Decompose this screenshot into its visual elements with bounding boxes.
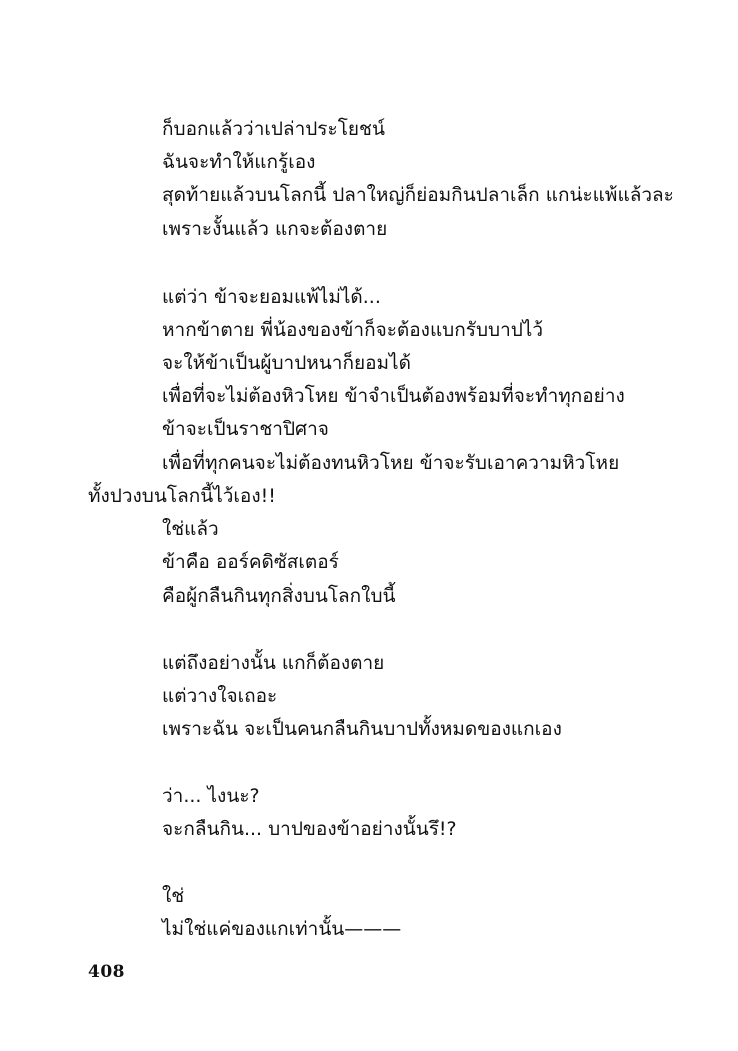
text-line: ใช่	[162, 885, 185, 907]
text-line: เพื่อที่จะไม่ต้องหิวโหย ข้าจำเป็นต้องพร้อมที่จะทำทุกอย่าง	[162, 385, 625, 407]
text-line: จะให้ข้าเป็นผู้บาปหนาก็ยอมได้	[162, 352, 411, 374]
text-line: ว่า... ไงนะ?	[162, 785, 260, 807]
text-line: จะกลืนกิน... บาปของข้าอย่างนั้นรึ!?	[162, 818, 457, 840]
text-line: ฉันจะทำให้แกรู้เอง	[162, 151, 316, 173]
text-line: เพราะงั้นแล้ว แกจะต้องตาย	[162, 218, 388, 240]
text-line: ก็บอกแล้วว่าเปล่าประโยชน์	[162, 118, 385, 140]
text-line: ใช่แล้ว	[162, 518, 219, 540]
text-line: ข้าจะเป็นราชาปิศาจ	[162, 418, 329, 440]
text-line: ทั้งปวงบนโลกนี้ไว้เอง!!	[88, 485, 276, 507]
text-line: แต่วางใจเถอะ	[162, 685, 278, 707]
text-line: คือผู้กลืนกินทุกสิ่งบนโลกใบนี้	[162, 585, 396, 607]
text-line: แต่ว่า ข้าจะยอมแพ้ไม่ได้...	[162, 286, 381, 308]
text-line: ข้าคือ ออร์คดิซัสเตอร์	[162, 551, 339, 573]
text-line: หากข้าตาย พี่น้องของข้าก็จะต้องแบกรับบาปไว้	[162, 319, 544, 341]
text-line: ไม่ใช่แค่ของแกเท่านั้น———	[162, 918, 402, 940]
text-line: แต่ถึงอย่างนั้น แกก็ต้องตาย	[162, 652, 385, 674]
text-line: เพราะฉัน จะเป็นคนกลืนกินบาปทั้งหมดของแกเอง	[162, 718, 562, 740]
text-line: เพื่อที่ทุกคนจะไม่ต้องทนหิวโหย ข้าจะรับเอาความหิวโหย	[162, 452, 620, 474]
page-number: 408	[88, 962, 125, 982]
text-line: สุดท้ายแล้วบนโลกนี้ ปลาใหญ่ก็ย่อมกินปลาเล็ก แกน่ะแพ้แล้วละ	[162, 184, 674, 206]
